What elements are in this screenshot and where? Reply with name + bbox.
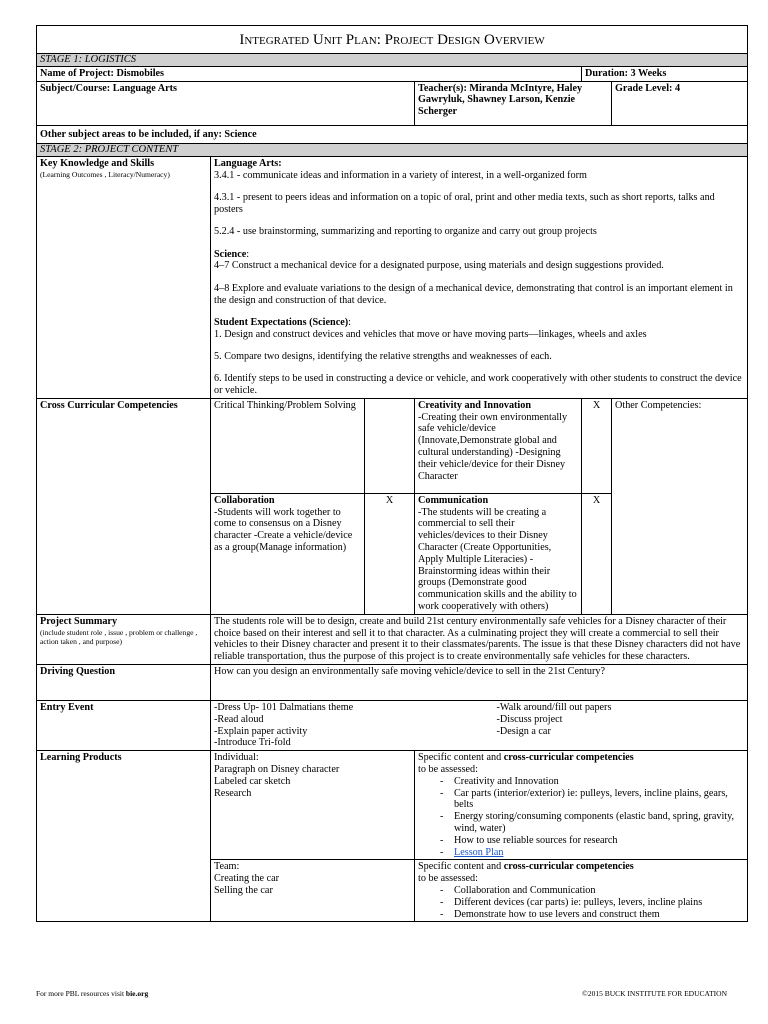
ccc-label: Cross Curricular Competencies (37, 398, 211, 614)
entry-item: -Dress Up- 101 Dalmatians theme (214, 702, 354, 713)
entry-content (211, 701, 748, 751)
duration: Duration: 3 Weeks (582, 66, 748, 81)
se-item-5: 5. Compare two designs, identifying the relative strengths and weaknesses of each. (214, 350, 552, 362)
collaboration-cell (211, 493, 365, 614)
team-products (211, 860, 415, 922)
team-assessed (415, 860, 748, 922)
spec-prefix: Specific content and (418, 861, 504, 873)
unit-plan-table (36, 25, 748, 922)
la-outcome-1: 3.4.1 - communicate ideas and information in a variety of interest, in a well-organized form (214, 169, 587, 181)
entry-item: -Read aloud (214, 713, 264, 725)
sci-heading: Science (214, 248, 247, 260)
page-title: Integrated Unit Plan: Project Design Overview (37, 26, 748, 54)
creativity-text: -Creating their own environmentally safe vehicle/device (Innovate,Demonstrate global and cultural understanding) -Designing their vehicle/device for their Disney Character (418, 411, 568, 482)
communication-text: -The students will be creating a commercial to sell their vehicles/devices to their Disney Character (Create Opportunities, Apply Multiple Literacies) -Brainstorming ideas within their groups (Demonstrate good communication skills and the ability to work cooperatively with others) (418, 506, 577, 613)
other-competencies: Other Competencies: (612, 398, 748, 614)
entry-item: -Walk around/fill out papers (496, 702, 612, 713)
individual-item: Research (214, 787, 252, 799)
subject-course: Subject/Course: Language Arts (37, 81, 415, 125)
communication-cell (415, 493, 582, 614)
entry-left-list (214, 702, 462, 749)
collaboration-heading: Collaboration (214, 494, 275, 506)
la-outcome-2: 4.3.1 - present to peers ideas and information on a topic of oral, print and other media texts, such as short reports, talks and posters (214, 192, 715, 216)
driving-text: How can you design an environmentally safe moving vehicle/device to sell in the 21st Century? (211, 665, 748, 701)
individual-products (211, 751, 415, 860)
spec-suffix: to be assessed: (418, 873, 478, 885)
kks-sublabel: (Learning Outcomes , Literacy/Numeracy) (40, 169, 170, 179)
stage2-header: STAGE 2: PROJECT CONTENT (37, 144, 748, 157)
stage1-header: STAGE 1: LOGISTICS (37, 54, 748, 67)
kks-content: Language Arts: 3.4.1 - communicate ideas and information in a variety of interest, in a well-organized form 4.3.1 - present to peers ideas and information on a topic of oral, print and other media texts, such as short reports, talks and posters 5.2.4 - use brainstorming, summarizing and reporting to organize and carry out group projects Science: 4–7 Construct a mechanical device for a designated purpose, using materials and design suggestions provided. 4–8 Explore and evaluate variations to the design of a mechanical device, demonstrating that control is an important element in the design and construction of that device. Student Expectations (Science): 1. Design and construct devices and vehicles that move or have moving parts—linkages, wheels and axles 5. Compare two designs, identifying the relative strengths and weaknesses of each. 6. Identify steps to be used in constructing a device or vehicle, and work cooperatively with other students to construct the device or vehicle. (211, 157, 748, 399)
entry-item: -Introduce Tri-fold (214, 737, 291, 749)
products-label: Learning Products (37, 751, 211, 922)
list-item: - Demonstrate how to use levers and construct them (440, 909, 744, 921)
project-name: Name of Project: Dismobiles (37, 66, 582, 81)
list-item: - Different devices (car parts) ie: pulleys, levers, incline plains (440, 897, 744, 909)
se-item-1: 1. Design and construct devices and vehicles that move or have moving parts—linkages, wheels and axles (214, 328, 647, 340)
spec-prefix: Specific content and (418, 752, 504, 764)
driving-label: Driving Question (37, 665, 211, 701)
team-label: Team: (214, 861, 240, 873)
sci-outcome-2: 4–8 Explore and evaluate variations to the design of a mechanical device, demonstrating that control is an important element in the design and construction of that device. (214, 282, 733, 306)
footer-copyright: ©2015 BUCK INSTITUTE FOR EDUCATION (582, 989, 727, 998)
spec-bold: cross-curricular competencies (503, 752, 634, 764)
summary-label: Project Summary (40, 615, 118, 627)
footer-link[interactable]: bie.org (125, 989, 149, 998)
la-heading: Language Arts: (214, 158, 282, 170)
spec-suffix: to be assessed: (418, 763, 478, 775)
summary-label-cell (37, 614, 211, 664)
collaboration-mark: X (365, 493, 415, 614)
creativity-mark: X (582, 398, 612, 493)
entry-right-list (462, 702, 745, 749)
entry-item: -Design a car (496, 725, 551, 737)
unit-plan-document (36, 25, 747, 922)
teachers: Teacher(s): Miranda McIntyre, Haley Gawryluk, Shawney Larson, Kenzie Scherger (415, 81, 612, 125)
collaboration-text: -Students will work together to come to consensus on a Disney character -Create a vehicle/device as a group(Manage information) (214, 506, 353, 554)
team-item: Creating the car (214, 873, 280, 885)
team-item: Selling the car (214, 884, 273, 896)
footer-left (36, 989, 148, 998)
kks-label-cell (37, 157, 211, 399)
individual-item: Labeled car sketch (214, 775, 291, 787)
individual-item: Paragraph on Disney character (214, 763, 340, 775)
creativity-heading: Creativity and Innovation (418, 399, 532, 411)
se-heading: Student Expectations (Science) (214, 316, 349, 328)
spec-bold: cross-curricular competencies (503, 861, 634, 873)
individual-label: Individual: (214, 752, 259, 764)
entry-label: Entry Event (37, 701, 211, 751)
list-item: - Energy storing/consuming components (elastic band, spring, gravity, wind, water) (440, 811, 744, 835)
list-item: - How to use reliable sources for research (440, 835, 744, 847)
lesson-plan-link[interactable]: Lesson Plan (454, 846, 504, 858)
creativity-cell (415, 398, 582, 493)
summary-text: The students role will be to design, create and build 21st century environmentally safe vehicles for a Disney character of their choice based on their interest and sell it to that character. As a culminating project they will create a commercial to sell their vehicles to their Disney character and present it to their classmates/parents. The issue is that these Disney characters did not have reliable transportation, thus the purpose of this project is to create environmentally safe vehicles for these characters. (211, 614, 748, 664)
critical-thinking-mark (365, 398, 415, 493)
individual-assessed (415, 751, 748, 860)
critical-thinking: Critical Thinking/Problem Solving (211, 398, 365, 493)
entry-item: -Discuss project (496, 713, 563, 725)
kks-label: Key Knowledge and Skills (40, 158, 155, 170)
summary-sublabel: (include student role , issue , problem or challenge , action taken , and purpose) (40, 627, 198, 646)
se-item-6: 6. Identify steps to be used in constructing a device or vehicle, and work cooperatively with other students to construct the device or vehicle. (214, 373, 742, 397)
list-item: - Creativity and Innovation (440, 776, 744, 788)
list-item: - Car parts (interior/exterior) ie: pulleys, levers, incline plains, gears, belts (440, 788, 744, 812)
list-item: - Collaboration and Communication (440, 885, 744, 897)
sci-outcome-1: 4–7 Construct a mechanical device for a designated purpose, using materials and design suggestions provided. (214, 260, 664, 272)
team-assessed-list (418, 885, 744, 920)
individual-assessed-list (418, 776, 744, 859)
footer-left-text: For more PBL resources visit (36, 989, 126, 998)
other-subjects: Other subject areas to be included, if any: Science (37, 125, 748, 144)
la-outcome-3: 5.2.4 - use brainstorming, summarizing and reporting to organize and carry out group projects (214, 226, 597, 238)
communication-mark: X (582, 493, 612, 614)
entry-item: -Explain paper activity (214, 725, 308, 737)
list-item (440, 847, 744, 859)
communication-heading: Communication (418, 494, 489, 506)
grade-level: Grade Level: 4 (612, 81, 748, 125)
